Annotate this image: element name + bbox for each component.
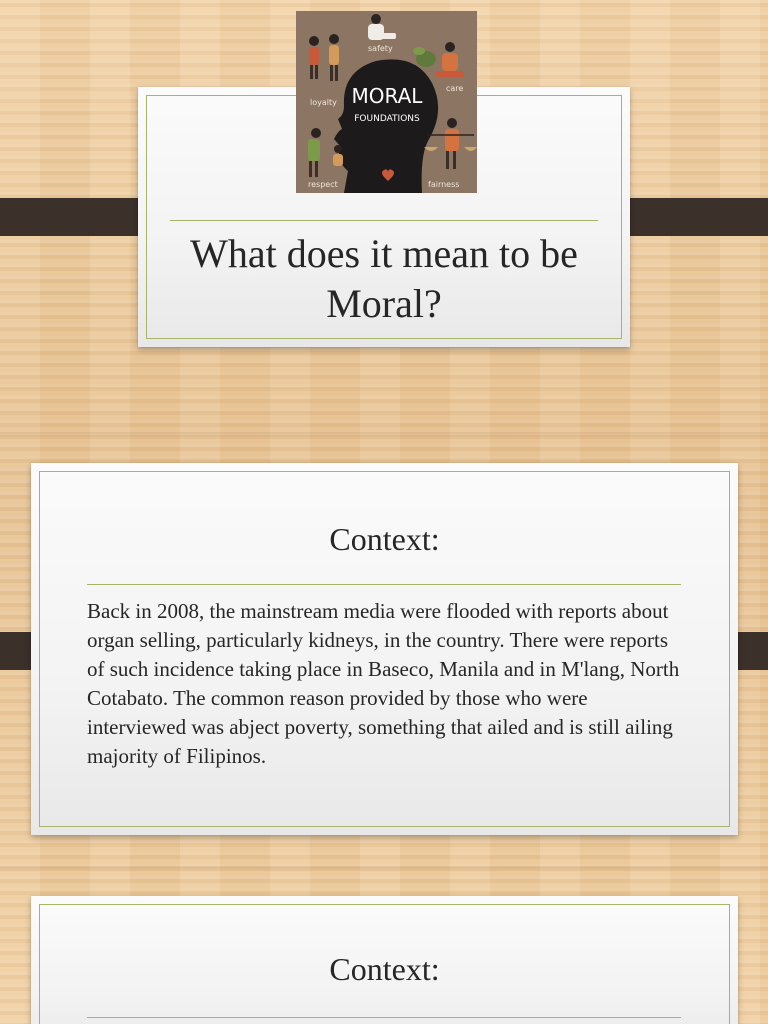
heading-rule bbox=[87, 1017, 681, 1018]
slide-tab-left bbox=[0, 198, 156, 236]
slide-title: What does it mean to be Moral? bbox=[190, 231, 578, 326]
cover-label-care: care bbox=[446, 84, 464, 93]
slide-tab-right bbox=[612, 198, 768, 236]
context-slide-card bbox=[31, 896, 738, 1024]
cover-label-respect: respect bbox=[308, 180, 338, 189]
cover-title-bottom: FOUNDATIONS bbox=[354, 114, 420, 124]
slide-divider bbox=[0, 866, 768, 872]
context-slide-card bbox=[31, 463, 738, 835]
title-rule bbox=[170, 220, 598, 221]
cover-label-fairness: fairness bbox=[428, 180, 460, 189]
slide-heading: Context: bbox=[329, 521, 440, 557]
moral-foundations-cover-illustration bbox=[296, 11, 477, 193]
cover-label-safety: safety bbox=[368, 44, 393, 53]
cover-label-loyalty: loyalty bbox=[310, 98, 337, 107]
cover-title-top: MORAL bbox=[351, 84, 423, 108]
heading-rule bbox=[87, 584, 681, 585]
slide-divider bbox=[0, 432, 768, 438]
slide-body-text: Back in 2008, the mainstream media were flooded with reports about organ selling, particularly kidneys, in the country. There were reports of such incidence taking place in Baseco, Manila and in M'lang, North Cotabato. The common reason provided by those who were interviewed was abject poverty, something that ailed and is still ailing majority of Filipinos. bbox=[87, 599, 680, 768]
slide-heading: Context: bbox=[329, 951, 440, 987]
